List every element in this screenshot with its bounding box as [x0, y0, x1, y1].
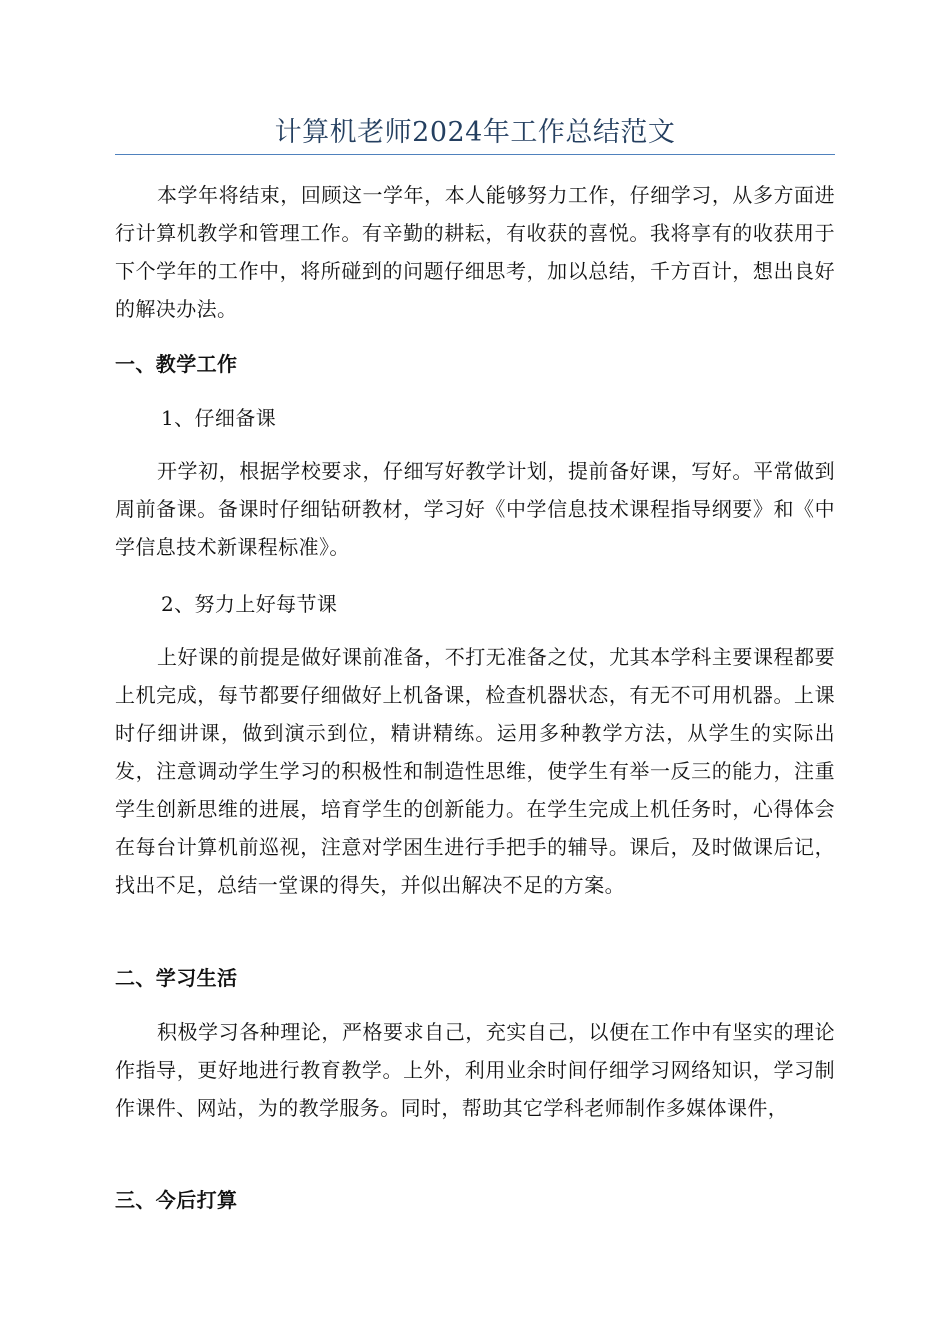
- paragraph-teach-classes: 上好课的前提是做好课前准备，不打无准备之仗，尤其本学科主要课程都要上机完成，每节都要仔细做好上机备课，检查机器状态，有无不可用机器。上课时仔细讲课，做到演示到位，精讲精练。运用多种教学方法，从学生的实际出发，注意调动学生学习的积极性和制造性思维，使学生有举一反三的能力，注重学生创新思维的进展，培育学生的创新能力。在学生完成上机任务时，心得体会在每台计算机前巡视，注意对学困生进行手把手的辅导。课后，及时做课后记，找出不足，总结一堂课的得失，并似出解决不足的方案。: [115, 645, 835, 897]
- intro-paragraph: 本学年将结束，回顾这一学年，本人能够努力工作，仔细学习，从多方面进行计算机教学和管理工作。有辛勤的耕耘，有收获的喜悦。我将享有的收获用于下个学年的工作中，将所碰到的问题仔细思考，加以总结，千方百计，想出良好的解决办法。: [115, 183, 835, 321]
- paragraph-prepare-lessons: 开学初，根据学校要求，仔细写好教学计划，提前备好课，写好。平常做到周前备课。备课时仔细钻研教材，学习好《中学信息技术课程指导纲要》和《中学信息技术新课程标准》。: [115, 459, 835, 559]
- subheading-teach-classes: 2、努力上好每节课: [161, 592, 338, 616]
- subheading-prepare-lessons: 1、仔细备课: [161, 406, 277, 430]
- section-heading-plans: 三、今后打算: [115, 1188, 238, 1212]
- title-underline: [115, 154, 835, 155]
- section-heading-teaching: 一、教学工作: [115, 352, 238, 376]
- document-title: 计算机老师2024年工作总结范文: [274, 117, 676, 148]
- paragraph-study: 积极学习各种理论，严格要求自己，充实自己，以便在工作中有坚实的理论作指导，更好地进行教育教学。上外，利用业余时间仔细学习网络知识，学习制作课件、网站，为的教学服务。同时，帮助其它学科老师制作多媒体课件，: [115, 1020, 835, 1120]
- section-heading-study: 二、学习生活: [115, 966, 238, 990]
